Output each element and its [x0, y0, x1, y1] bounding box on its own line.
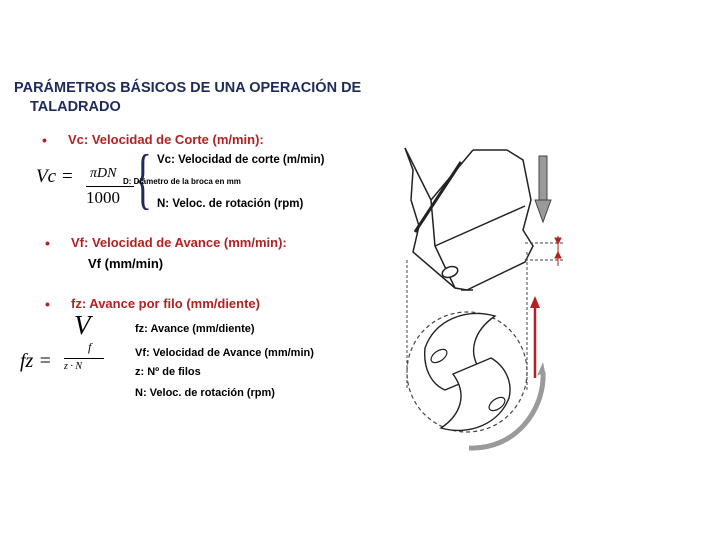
- drill-cross-section-icon: [407, 312, 527, 432]
- fz-formula-v: V: [74, 310, 91, 340]
- brace-icon: {: [134, 140, 152, 216]
- vc-fraction-line: [86, 186, 134, 187]
- vc-heading: [42, 132, 264, 148]
- fz-def-n: N: Veloc. de rotación (rpm): [135, 387, 275, 399]
- vc-def-d: D: Diámetro de la broca en mm: [123, 177, 241, 186]
- bullet-icon: •: [42, 132, 47, 148]
- feed-direction-arrow-icon: [530, 296, 540, 378]
- fz-formula-lhs: fz =: [20, 350, 52, 372]
- vc-heading-text: Vc: Velocidad de Corte (m/min):: [68, 132, 264, 147]
- vf-heading-text: Vf: Velocidad de Avance (mm/min):: [71, 235, 287, 250]
- vc-formula-lhs: Vc =: [36, 166, 74, 187]
- title-line-1: PARÁMETROS BÁSICOS DE UNA OPERACIÓN DE: [14, 80, 362, 96]
- fz-heading-text: fz: Avance por filo (mm/diente): [71, 296, 260, 311]
- vc-formula-numerator: πDN: [90, 166, 117, 181]
- fz-heading: [45, 296, 260, 312]
- fz-def-z: z: Nº de filos: [135, 366, 201, 378]
- drill-illustration: [395, 140, 575, 460]
- fz-formula-denominator: z · N: [64, 361, 83, 372]
- fz-def-fz: fz: Avance (mm/diente): [135, 323, 255, 335]
- title-line-2: TALADRADO: [30, 99, 121, 115]
- vc-def-vc: Vc: Velocidad de corte (m/min): [157, 154, 325, 166]
- vc-formula-denominator: 1000: [86, 188, 120, 207]
- vf-sub: Vf (mm/min): [88, 256, 164, 271]
- feed-arrow-icon: [535, 156, 551, 222]
- vf-heading: [45, 235, 287, 251]
- page-title: [14, 79, 374, 117]
- bullet-icon: •: [45, 235, 50, 251]
- fz-def-vf: Vf: Velocidad de Avance (mm/min): [135, 347, 314, 359]
- fz-fraction-line: [64, 358, 104, 359]
- bullet-icon: •: [45, 296, 50, 312]
- fz-formula-f: f: [88, 340, 92, 354]
- vc-def-n: N: Veloc. de rotación (rpm): [157, 198, 304, 210]
- fz-marker-icon: [555, 236, 561, 266]
